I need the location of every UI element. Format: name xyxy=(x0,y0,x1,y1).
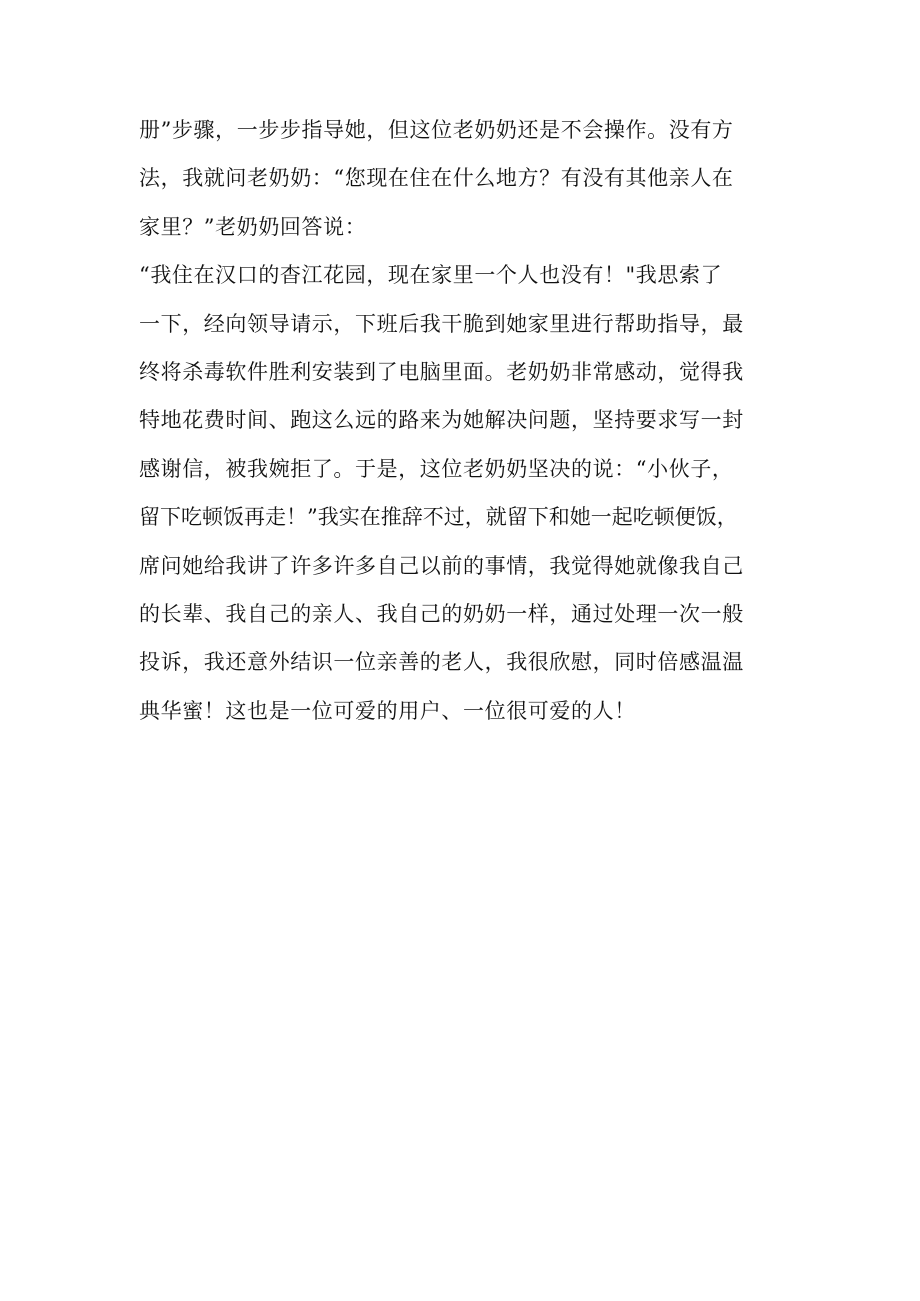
text-line-1: 册”步骤，一步步指导她，但这位老奶奶还是不会操作。没有方 xyxy=(139,118,734,142)
text-line-9: 留下吃顿饭再走！”我实在推辞不过，就留下和她一起吃顿便饭， xyxy=(139,505,738,530)
text-line-6: 终将杀毒软件胜利安装到了电脑里面。老奶奶非常感动，觉得我 xyxy=(139,359,744,384)
text-line-3: 家里？”老奶奶回答说： xyxy=(139,214,367,239)
body-text xyxy=(139,106,789,735)
text-line-7: 特地花费时间、跑这么远的路来为她解决问题，坚持要求写一封 xyxy=(139,408,744,433)
text-line-2: 法，我就问老奶奶：“您现在住在什么地方？有没有其他亲人在 xyxy=(139,166,734,191)
text-line-13: 典华蜜！这也是一位可爱的用户、一位很可爱的人！ xyxy=(139,698,636,723)
text-line-12: 投诉，我还意外结识一位亲善的老人，我很欣慰，同时倍感温温 xyxy=(139,650,744,675)
text-line-10: 席问她给我讲了许多许多自己以前的事情，我觉得她就像我自己 xyxy=(139,553,744,578)
text-line-8: 感谢信，被我婉拒了。于是，这位老奶奶坚决的说：“小伙子， xyxy=(139,456,734,481)
text-line-11: 的长辈、我自己的亲人、我自己的奶奶一样，通过处理一次一般 xyxy=(139,601,744,626)
text-line-5: 一下，经向领导请示，下班后我干脆到她家里进行帮助指导，最 xyxy=(139,311,744,336)
text-line-4: “我住在汉口的杳江花园，现在家里一个人也没有！"我思索了 xyxy=(139,263,723,288)
